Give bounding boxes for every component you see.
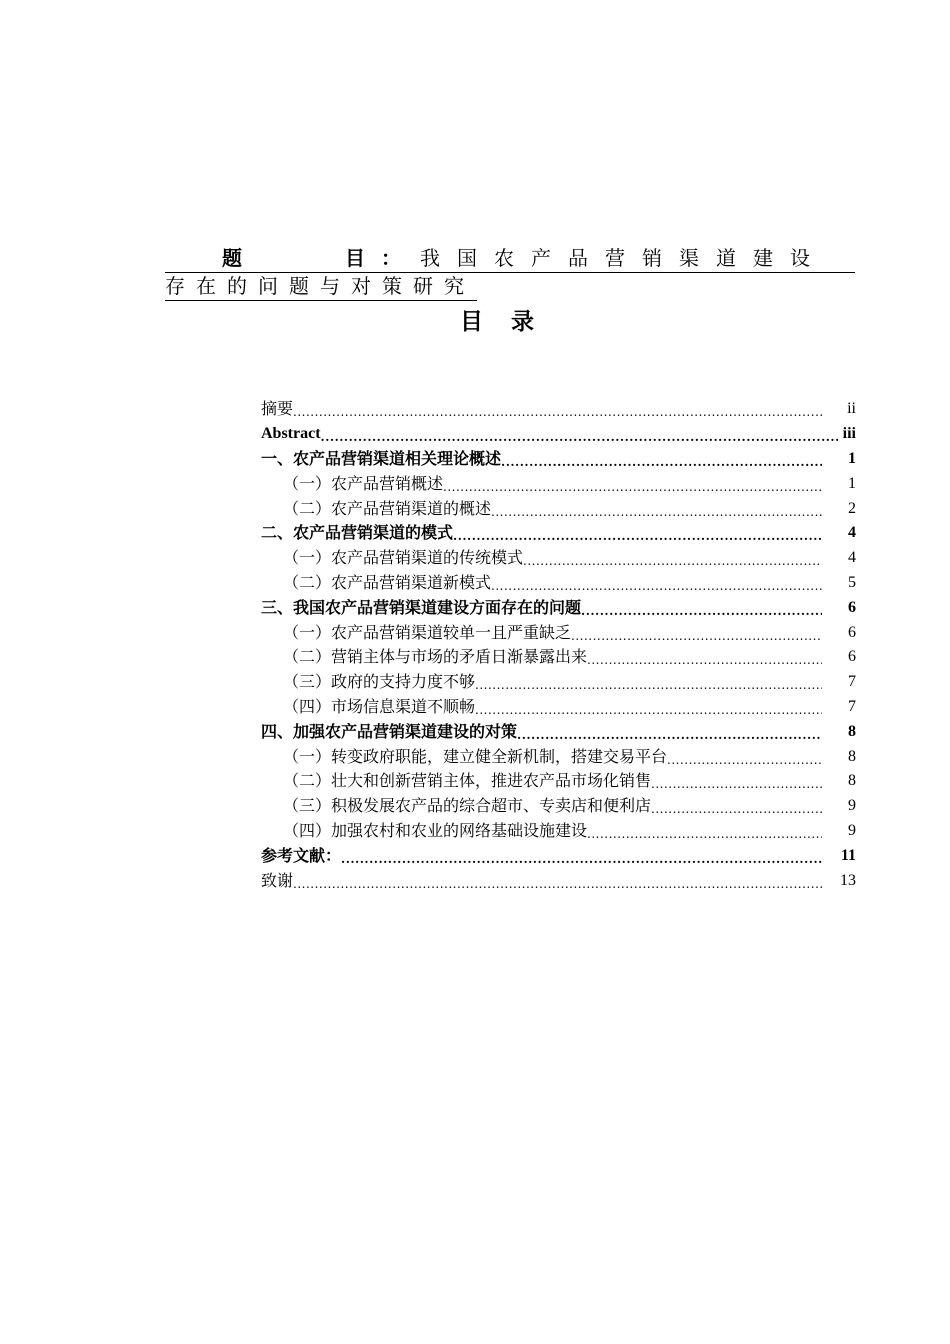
toc-entry-title: （三）政府的支持力度不够 xyxy=(283,672,476,692)
toc-entry[interactable] xyxy=(261,397,856,422)
toc-entry[interactable] xyxy=(261,819,856,844)
toc-dot-leader xyxy=(321,422,838,446)
toc-dot-leader xyxy=(491,497,822,521)
toc-entry-title: （一）转变政府职能，建立健全新机制，搭建交易平台 xyxy=(283,746,668,766)
toc-entry-page-number: 9 xyxy=(848,797,856,815)
toc-entry[interactable] xyxy=(261,645,856,670)
toc-entry-page-number: iii xyxy=(842,425,856,443)
toc-entry-title: （二）壮大和创新营销主体，推进农产品市场化销售 xyxy=(283,771,652,791)
toc-dot-leader xyxy=(651,794,822,818)
toc-entry-page-number: 4 xyxy=(848,524,856,542)
toc-entry-title: （一）农产品营销概述 xyxy=(283,473,444,493)
toc-dot-leader xyxy=(501,447,822,471)
toc-entry-page-number: 8 xyxy=(848,722,856,740)
toc-entry[interactable] xyxy=(261,744,856,769)
toc-dot-leader xyxy=(571,621,822,645)
toc-dot-leader xyxy=(475,695,822,719)
toc-entry[interactable] xyxy=(261,794,856,819)
toc-entry-page-number: 1 xyxy=(848,474,856,492)
toc-dot-leader xyxy=(667,745,822,769)
title-line-1 xyxy=(165,244,855,273)
toc-dot-leader xyxy=(293,397,822,421)
toc-entry-title: 二、农产品营销渠道的模式 xyxy=(261,523,454,543)
toc-dot-leader xyxy=(587,645,822,669)
toc-entry-title: （一）农产品营销渠道较单一且严重缺乏 xyxy=(283,622,572,642)
toc-entry[interactable] xyxy=(261,496,856,521)
toc-entry[interactable] xyxy=(261,595,856,620)
toc-entry-page-number: 11 xyxy=(840,846,856,864)
title-label-ti: 题 xyxy=(222,246,242,270)
toc-entry-title: （一）农产品营销渠道的传统模式 xyxy=(283,548,524,568)
toc-entry-title: （三）积极发展农产品的综合超市、专卖店和便利店 xyxy=(283,796,652,816)
toc-entry-page-number: 7 xyxy=(848,697,856,715)
toc-entry-title: 摘要 xyxy=(261,399,294,419)
toc-entry-title: （四）市场信息渠道不顺畅 xyxy=(283,696,476,716)
toc-entry[interactable] xyxy=(261,521,856,546)
toc-entry-page-number: 1 xyxy=(848,449,856,467)
toc-entry[interactable] xyxy=(261,447,856,472)
toc-entry-page-number: 6 xyxy=(848,648,856,666)
toc-entry-title: （二）农产品营销渠道的概述 xyxy=(283,498,492,518)
toc-dot-leader xyxy=(453,521,822,545)
toc-entry[interactable] xyxy=(261,546,856,571)
toc-entry-title: 参考文献： xyxy=(261,845,342,865)
toc-entry-page-number: ii xyxy=(847,400,856,418)
toc-entry-title: 一、农产品营销渠道相关理论概述 xyxy=(261,448,502,468)
toc-entry-page-number: 8 xyxy=(848,772,856,790)
toc-entry-page-number: 8 xyxy=(848,747,856,765)
toc-dot-leader xyxy=(341,844,822,868)
toc-entry[interactable] xyxy=(261,769,856,794)
toc-dot-leader xyxy=(293,869,822,893)
toc-entry-page-number: 4 xyxy=(848,549,856,567)
toc-entry[interactable] xyxy=(261,719,856,744)
toc-entry[interactable] xyxy=(261,670,856,695)
toc-entry-page-number: 7 xyxy=(848,673,856,691)
toc-entry-page-number: 13 xyxy=(840,871,856,889)
toc-dot-leader xyxy=(523,546,822,570)
toc-dot-leader xyxy=(587,819,822,843)
thesis-title-part-2: 存在的问题与对策研究 xyxy=(165,274,477,301)
toc-dot-leader xyxy=(581,596,822,620)
toc-entry[interactable] xyxy=(261,471,856,496)
toc-entry[interactable] xyxy=(261,422,856,447)
toc-entry-page-number: 6 xyxy=(848,598,856,616)
toc-entry[interactable] xyxy=(261,695,856,720)
toc-entry[interactable] xyxy=(261,571,856,596)
toc-entry-title: 四、加强农产品营销渠道建设的对策 xyxy=(261,721,518,741)
toc-entry-title: （二）农产品营销渠道新模式 xyxy=(283,572,492,592)
toc-dot-leader xyxy=(651,769,822,793)
toc-dot-leader xyxy=(517,720,822,744)
toc-entry[interactable] xyxy=(261,843,856,868)
title-colon: ： xyxy=(381,246,401,270)
toc-entry-title: （四）加强农村和农业的网络基础设施建设 xyxy=(283,820,588,840)
toc-entry-page-number: 9 xyxy=(848,821,856,839)
title-label-mu: 目 xyxy=(345,246,365,270)
toc-entry-title: Abstract xyxy=(261,425,321,443)
thesis-title-part-1: 我国农产品营销渠道建设 xyxy=(420,246,827,270)
toc-entry-title: （二）营销主体与市场的矛盾日渐暴露出来 xyxy=(283,647,588,667)
toc-entry[interactable] xyxy=(261,868,856,893)
toc-dot-leader xyxy=(443,472,822,496)
toc-entry-title: 致谢 xyxy=(261,870,294,890)
toc-entry-page-number: 5 xyxy=(848,573,856,591)
toc-dot-leader xyxy=(475,670,822,694)
toc-entry-page-number: 6 xyxy=(848,623,856,641)
toc-entry-title: 三、我国农产品营销渠道建设方面存在的问题 xyxy=(261,597,582,617)
toc-entry-page-number: 2 xyxy=(848,499,856,517)
toc-dot-leader xyxy=(491,571,822,595)
table-of-contents xyxy=(261,397,856,893)
toc-entry[interactable] xyxy=(261,620,856,645)
toc-heading: 目 录 xyxy=(459,309,544,335)
